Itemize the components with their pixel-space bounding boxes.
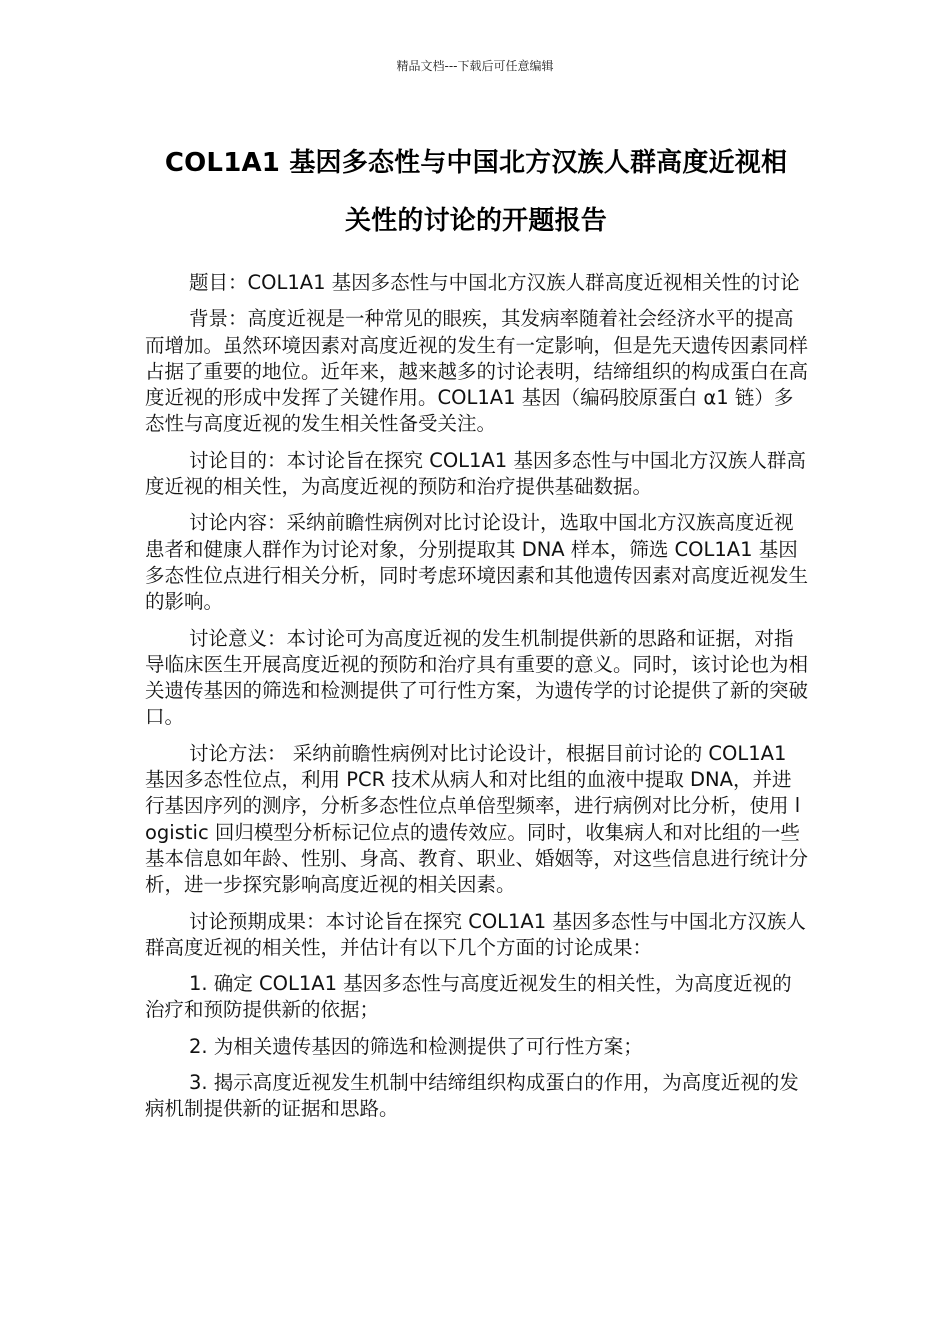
paragraph-methods: 讨论方法： 采纳前瞻性病例对比讨论设计，根据目前讨论的 COL1A1 基因多态性位点，利用 PCR 技术从病人和对比组的血液中提取 DNA，并进行基因序列的测序，分析多态性位点单倍型频率，进行病例对比分析，使用 logistic 回归模型分析标记位点的遗传效应。同时，收集病人和对比组的一些基本信息如年龄、性别、身高、教育、职业、婚姻等，对这些信息进行统计分析，进一步探究影响高度近视的相关因素。 <box>145 741 809 897</box>
paragraph-topic: 题目：COL1A1 基因多态性与中国北方汉族人群高度近视相关性的讨论 <box>189 271 800 294</box>
document-title <box>140 134 812 250</box>
list-item-result-2: 2. 为相关遗传基因的筛选和检测提供了可行性方案； <box>189 1034 643 1058</box>
paragraph-expected-results: 讨论预期成果：本讨论旨在探究 COL1A1 基因多态性与中国北方汉族人群高度近视的相关性，并估计有以下几个方面的讨论成果： <box>145 909 806 959</box>
paragraph-purpose: 讨论目的：本讨论旨在探究 COL1A1 基因多态性与中国北方汉族人群高度近视的相关性，为高度近视的预防和治疗提供基础数据。 <box>145 448 806 499</box>
title-line-1: COL1A1 基因多态性与中国北方汉族人群高度近视相 <box>164 148 788 178</box>
paragraph-content: 讨论内容：采纳前瞻性病例对比讨论设计，选取中国北方汉族高度近视患者和健康人群作为讨论对象，分别提取其 DNA 样本，筛选 COL1A1 基因多态性位点进行相关分析，同时考虑环境因素和其他遗传因素对高度近视发生的影响。 <box>145 511 809 614</box>
paragraph-significance: 讨论意义：本讨论可为高度近视的发生机制提供新的思路和证据，对指导临床医生开展高度近视的预防和治疗具有重要的意义。同时，该讨论也为相关遗传基因的筛选和检测提供了可行性方案，为遗传学的讨论提供了新的突破口。 <box>145 626 809 729</box>
list-item-result-3: 3. 揭示高度近视发生机制中结缔组织构成蛋白的作用，为高度近视的发病机制提供新的证据和思路。 <box>145 1071 799 1121</box>
paragraph-background: 背景：高度近视是一种常见的眼疾，其发病率随着社会经济水平的提高而增加。虽然环境因素对高度近视的发生有一定影响，但是先天遗传因素同样占据了重要的地位。近年来，越来越多的讨论表明，结缔组织的构成蛋白在高度近视的形成中发挥了关键作用。COL1A1 基因（编码胶原蛋白 α1 链）多态性与高度近视的发生相关性备受关注。 <box>145 307 809 436</box>
title-line-2: 关性的讨论的开题报告 <box>344 206 607 236</box>
header-note: 精品文档---下载后可任意编辑 <box>396 59 554 73</box>
list-item-result-1: 1. 确定 COL1A1 基因多态性与高度近视发生的相关性，为高度近视的治疗和预防提供新的依据； <box>145 972 792 1022</box>
document-body <box>145 270 810 1133</box>
